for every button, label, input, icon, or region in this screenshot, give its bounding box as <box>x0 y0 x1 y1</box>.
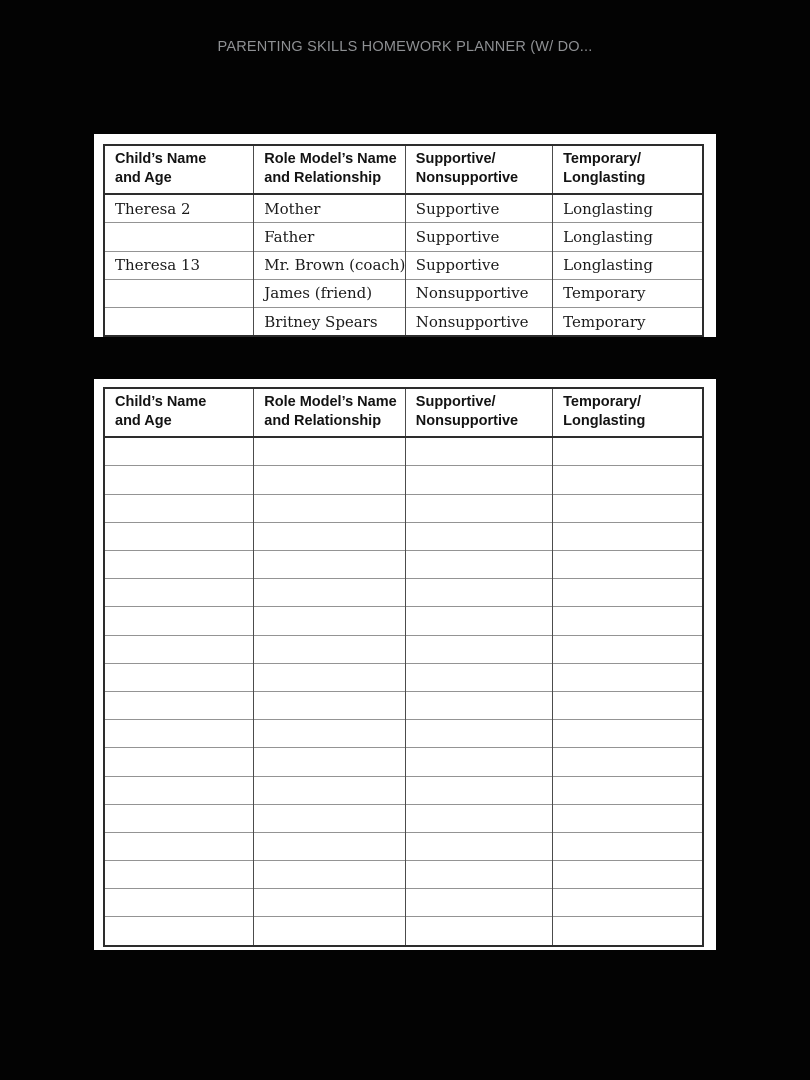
cell-supportive: Nonsupportive <box>405 308 552 337</box>
worksheet-empty-cell <box>405 889 552 917</box>
cell-supportive: Supportive <box>405 223 552 251</box>
worksheet-empty-cell <box>104 607 254 635</box>
worksheet-empty-cell <box>405 748 552 776</box>
book-title: PARENTING SKILLS HOMEWORK PLANNER (W/ DO... <box>217 39 593 55</box>
table-row <box>104 194 703 223</box>
worksheet-empty-cell <box>553 494 703 522</box>
worksheet-empty-cell <box>405 437 552 466</box>
worksheet-row <box>104 889 703 917</box>
example-table <box>103 144 704 337</box>
worksheet-row <box>104 832 703 860</box>
worksheet-empty-cell <box>104 748 254 776</box>
column-header-line: Supportive/ <box>415 151 496 167</box>
worksheet-empty-cell <box>254 861 406 889</box>
worksheet-row <box>104 691 703 719</box>
worksheet-empty-cell <box>405 832 552 860</box>
worksheet-empty-cell <box>553 917 703 946</box>
column-header-line: Longlasting <box>563 413 646 430</box>
worksheet-empty-cell <box>405 579 552 607</box>
worksheet-empty-cell <box>405 494 552 522</box>
column-header-line: Role Model’s Name <box>264 151 397 167</box>
example-table-header-row <box>104 145 703 194</box>
page-panel-worksheet <box>94 379 716 950</box>
cell-role-model: James (friend) <box>254 279 406 307</box>
column-header-role-model <box>254 145 406 194</box>
column-header-role-model <box>254 388 406 437</box>
table-row <box>104 279 703 307</box>
worksheet-empty-cell <box>553 861 703 889</box>
worksheet-empty-cell <box>405 720 552 748</box>
column-header-line: Role Model’s Name <box>264 394 397 410</box>
column-header-line: Child’s Name <box>115 394 207 410</box>
worksheet-empty-cell <box>104 720 254 748</box>
column-header-line: Nonsupportive <box>415 170 519 187</box>
worksheet-table <box>103 387 704 947</box>
cell-child-name <box>104 308 254 337</box>
worksheet-row <box>104 522 703 550</box>
worksheet-empty-cell <box>104 494 254 522</box>
column-header-temporary <box>553 145 703 194</box>
worksheet-row <box>104 494 703 522</box>
worksheet-empty-cell <box>553 748 703 776</box>
worksheet-empty-cell <box>104 832 254 860</box>
worksheet-empty-cell <box>254 494 406 522</box>
worksheet-empty-cell <box>553 635 703 663</box>
worksheet-empty-cell <box>254 522 406 550</box>
worksheet-empty-cell <box>405 663 552 691</box>
worksheet-empty-cell <box>254 691 406 719</box>
table-row <box>104 308 703 337</box>
worksheet-table-header-row <box>104 388 703 437</box>
column-header-line: Temporary/ <box>563 151 642 167</box>
cell-temporary: Temporary <box>553 279 703 307</box>
worksheet-empty-cell <box>104 663 254 691</box>
worksheet-empty-cell <box>254 551 406 579</box>
worksheet-empty-cell <box>254 889 406 917</box>
worksheet-empty-cell <box>405 635 552 663</box>
worksheet-row <box>104 861 703 889</box>
worksheet-empty-cell <box>104 579 254 607</box>
column-header-line: Temporary/ <box>563 394 642 410</box>
cell-temporary: Temporary <box>553 308 703 337</box>
cell-temporary: Longlasting <box>553 194 703 223</box>
column-header-child-name <box>104 145 254 194</box>
worksheet-empty-cell <box>553 832 703 860</box>
worksheet-empty-cell <box>104 861 254 889</box>
worksheet-empty-cell <box>254 776 406 804</box>
worksheet-row <box>104 748 703 776</box>
worksheet-row <box>104 776 703 804</box>
cell-child-name: Theresa 2 <box>115 199 191 218</box>
worksheet-empty-cell <box>104 917 254 946</box>
worksheet-empty-cell <box>553 720 703 748</box>
column-header-line: and Relationship <box>264 413 382 430</box>
worksheet-empty-cell <box>553 437 703 466</box>
worksheet-row <box>104 579 703 607</box>
worksheet-empty-cell <box>104 522 254 550</box>
worksheet-empty-cell <box>254 663 406 691</box>
cell-role-model: Mother <box>254 194 406 223</box>
worksheet-empty-cell <box>405 607 552 635</box>
worksheet-row <box>104 917 703 946</box>
cell-child-name <box>104 223 254 251</box>
worksheet-empty-cell <box>254 917 406 946</box>
cell-temporary: Longlasting <box>553 251 703 279</box>
worksheet-empty-cell <box>104 889 254 917</box>
worksheet-empty-cell <box>405 804 552 832</box>
worksheet-empty-cell <box>254 635 406 663</box>
worksheet-empty-cell <box>553 776 703 804</box>
worksheet-empty-cell <box>405 917 552 946</box>
worksheet-empty-cell <box>553 551 703 579</box>
worksheet-empty-cell <box>254 437 406 466</box>
cell-child-name: Theresa 13 <box>104 251 254 279</box>
page-panel-example <box>94 134 716 337</box>
worksheet-row <box>104 663 703 691</box>
cell-role-model: Father <box>254 223 406 251</box>
worksheet-empty-cell <box>104 691 254 719</box>
worksheet-empty-cell <box>553 607 703 635</box>
worksheet-empty-cell <box>553 466 703 494</box>
worksheet-empty-cell <box>254 579 406 607</box>
cell-supportive: Supportive <box>405 194 552 223</box>
worksheet-empty-cell <box>405 522 552 550</box>
worksheet-row <box>104 720 703 748</box>
worksheet-empty-cell <box>405 551 552 579</box>
worksheet-empty-cell <box>104 437 254 466</box>
worksheet-empty-cell <box>254 607 406 635</box>
worksheet-empty-cell <box>553 579 703 607</box>
cell-child-name <box>104 279 254 307</box>
worksheet-empty-cell <box>254 720 406 748</box>
worksheet-empty-cell <box>104 776 254 804</box>
cell-supportive: Nonsupportive <box>405 279 552 307</box>
column-header-line: Longlasting <box>563 170 646 187</box>
worksheet-empty-cell <box>254 832 406 860</box>
worksheet-empty-cell <box>553 804 703 832</box>
column-header-line: and Relationship <box>264 170 382 187</box>
worksheet-empty-cell <box>405 466 552 494</box>
cell-role-model: Mr. Brown (coach) <box>254 251 406 279</box>
worksheet-table-body <box>104 437 703 945</box>
worksheet-empty-cell <box>405 861 552 889</box>
worksheet-empty-cell <box>254 748 406 776</box>
column-header-supportive <box>405 388 552 437</box>
column-header-child-name <box>104 388 254 437</box>
worksheet-empty-cell <box>553 691 703 719</box>
worksheet-empty-cell <box>405 776 552 804</box>
column-header-line: Child’s Name <box>115 151 207 167</box>
worksheet-empty-cell <box>254 466 406 494</box>
column-header-line: Supportive/ <box>415 394 496 410</box>
worksheet-empty-cell <box>104 551 254 579</box>
worksheet-empty-cell <box>104 466 254 494</box>
worksheet-empty-cell <box>104 635 254 663</box>
worksheet-empty-cell <box>553 663 703 691</box>
column-header-line: and Age <box>115 413 172 430</box>
table-row <box>104 251 703 279</box>
column-header-line: and Age <box>115 170 172 187</box>
worksheet-row <box>104 635 703 663</box>
worksheet-row <box>104 607 703 635</box>
column-header-line: Nonsupportive <box>415 413 519 430</box>
worksheet-row <box>104 466 703 494</box>
worksheet-empty-cell <box>553 522 703 550</box>
worksheet-row <box>104 437 703 466</box>
table-row <box>104 223 703 251</box>
cell-temporary: Longlasting <box>553 223 703 251</box>
worksheet-row <box>104 804 703 832</box>
worksheet-empty-cell <box>254 804 406 832</box>
worksheet-empty-cell <box>104 804 254 832</box>
column-header-supportive <box>405 145 552 194</box>
worksheet-empty-cell <box>553 889 703 917</box>
cell-supportive: Supportive <box>405 251 552 279</box>
worksheet-empty-cell <box>405 691 552 719</box>
cell-role-model: Britney Spears <box>254 308 406 337</box>
worksheet-row <box>104 551 703 579</box>
column-header-temporary <box>553 388 703 437</box>
